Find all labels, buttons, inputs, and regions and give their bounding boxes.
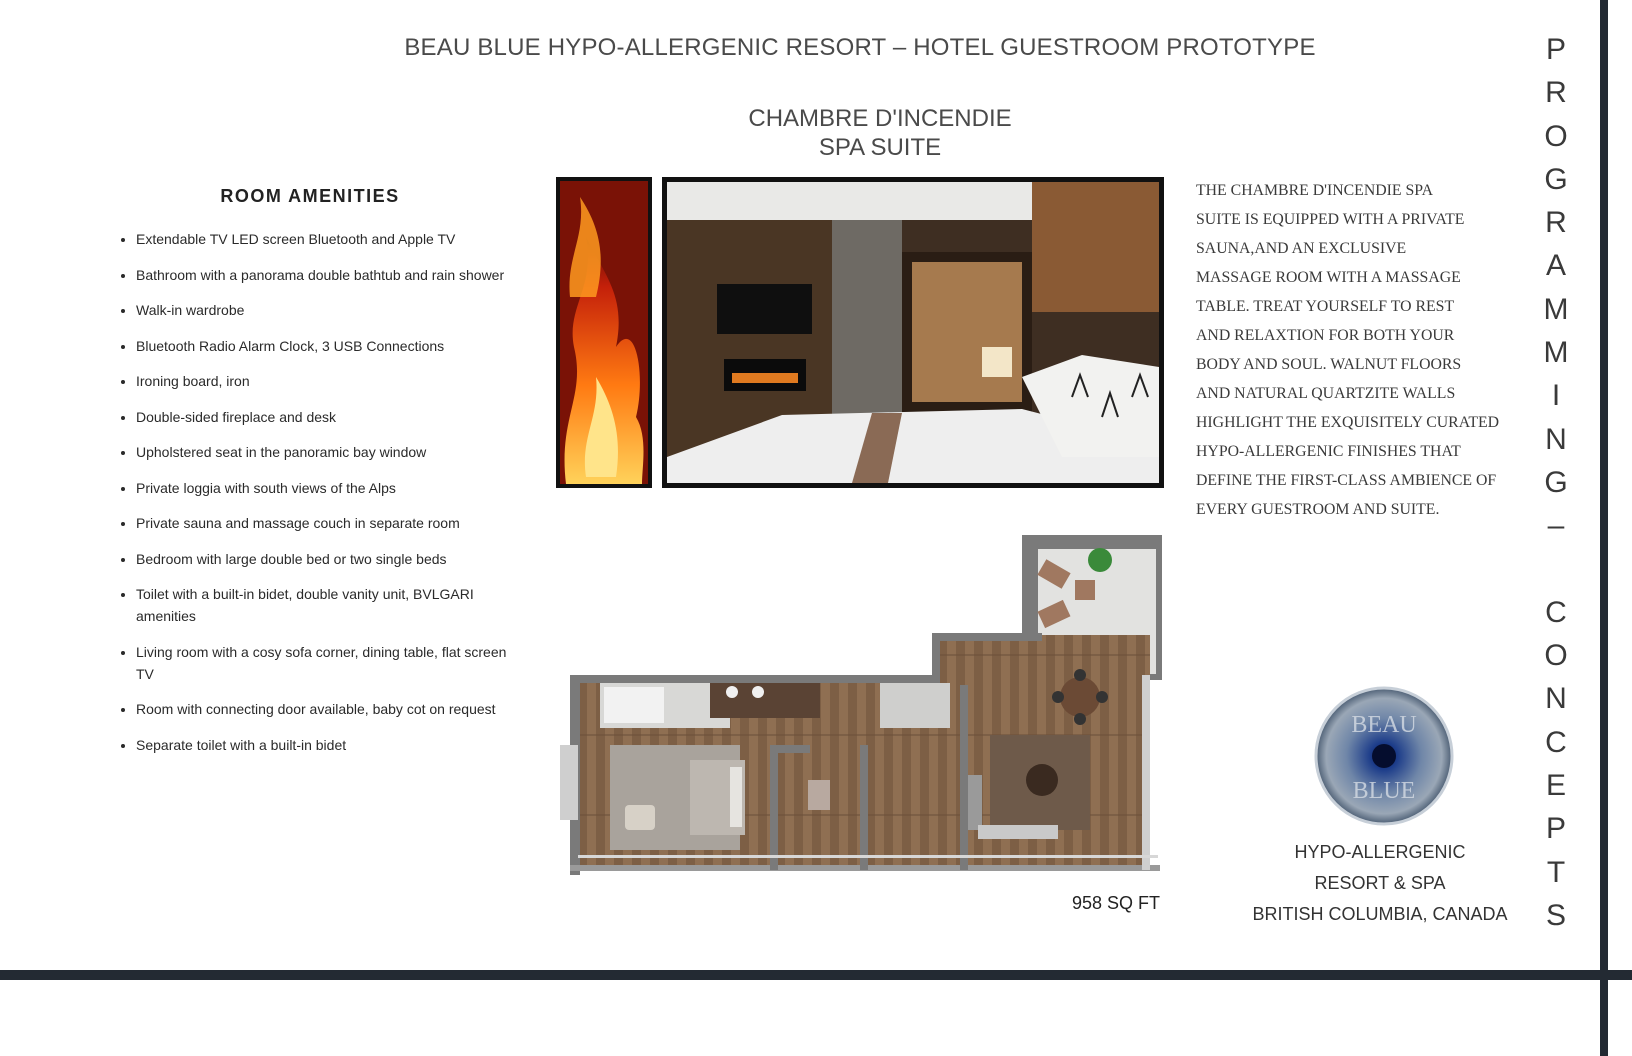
side-letter: C <box>1545 725 1567 759</box>
side-letter: R <box>1545 206 1567 240</box>
amenity-item: • Toilet with a built-in bidet, double vanity unit, BVLGARI amenities <box>136 583 516 627</box>
floor-plan <box>560 535 1170 890</box>
right-frame-bar <box>1600 0 1608 1056</box>
side-letter: T <box>1546 855 1566 889</box>
amenities-list <box>120 228 516 769</box>
fireplace-icon <box>732 373 798 383</box>
side-letter: O <box>1544 119 1568 153</box>
amenity-item: • Ironing board, iron <box>136 370 516 392</box>
logo-caption-line3: BRITISH COLUMBIA, CANADA <box>1252 904 1508 924</box>
side-letter: – <box>1547 509 1565 543</box>
amenity-item: • Bluetooth Radio Alarm Clock, 3 USB Connections <box>136 335 516 357</box>
suite-title-line1: CHAMBRE D'INCENDIE <box>748 105 1012 132</box>
amenities-heading: ROOM AMENITIES <box>220 186 400 206</box>
description-line: HYPO-ALLERGENIC FINISHES THAT <box>1196 443 1461 460</box>
logo-caption-line2: RESORT & SPA <box>1314 873 1446 893</box>
tv-icon <box>717 284 812 334</box>
page-title: BEAU BLUE HYPO-ALLERGENIC RESORT – HOTEL GUESTROOM PROTOTYPE <box>404 34 1316 61</box>
description-line: AND RELAXTION FOR BOTH YOUR <box>1196 327 1455 344</box>
side-label-programming-concepts <box>1536 28 1576 937</box>
plant-icon <box>1088 548 1112 572</box>
suite-title <box>680 104 1080 162</box>
amenity-item: • Private sauna and massage couch in separate room <box>136 512 516 534</box>
side-letter: I <box>1551 379 1561 413</box>
suite-photo <box>662 177 1164 488</box>
side-letter: A <box>1545 249 1566 283</box>
amenity-item: • Living room with a cosy sofa corner, dining table, flat screen TV <box>136 641 516 685</box>
logo-caption-line1: HYPO-ALLERGENIC <box>1294 842 1466 862</box>
description-line: MASSAGE ROOM WITH A MASSAGE <box>1196 269 1461 286</box>
suite-description <box>1196 176 1516 524</box>
bottom-frame-bar <box>0 970 1632 980</box>
side-letter: P <box>1545 812 1566 846</box>
amenity-item: • Extendable TV LED screen Bluetooth and Apple TV <box>136 228 516 250</box>
suite-title-line2: SPA SUITE <box>818 134 942 161</box>
side-letter: E <box>1545 769 1566 803</box>
beau-blue-logo <box>1314 686 1454 826</box>
description-line: SUITE IS EQUIPPED WITH A PRIVATE <box>1196 211 1465 228</box>
side-letter: N <box>1545 422 1567 456</box>
amenity-item: • Room with connecting door available, baby cot on request <box>136 698 516 720</box>
amenity-item: • Bedroom with large double bed or two single beds <box>136 548 516 570</box>
side-letter: C <box>1545 595 1567 629</box>
side-letter: P <box>1545 33 1566 66</box>
amenity-item: • Walk-in wardrobe <box>136 299 516 321</box>
description-line: TABLE. TREAT YOURSELF TO REST <box>1196 298 1455 315</box>
amenity-item: • Private loggia with south views of the Alps <box>136 477 516 499</box>
amenity-item: • Upholstered seat in the panoramic bay window <box>136 441 516 463</box>
side-letter: G <box>1544 162 1568 196</box>
suite-area: 958 SQ FT <box>1071 893 1160 913</box>
side-letter: M <box>1543 336 1569 370</box>
description-line: BODY AND SOUL. WALNUT FLOORS <box>1196 356 1462 373</box>
amenity-item: • Double-sided fireplace and desk <box>136 406 516 428</box>
amenity-item: • Bathroom with a panorama double bathtub and rain shower <box>136 264 516 286</box>
side-letter: M <box>1543 292 1569 326</box>
side-letter: O <box>1544 639 1568 673</box>
logo-text-top: BEAU <box>1351 712 1417 738</box>
logo-caption <box>1230 837 1530 930</box>
description-line: HIGHLIGHT THE EXQUISITELY CURATED <box>1196 414 1500 431</box>
description-line: THE CHAMBRE D'INCENDIE SPA <box>1196 182 1434 199</box>
side-letter: S <box>1545 898 1566 932</box>
side-letter: G <box>1544 465 1568 499</box>
logo-text-bottom: BLUE <box>1352 778 1416 804</box>
description-line: SAUNA,AND AN EXCLUSIVE <box>1196 240 1407 257</box>
description-line: EVERY GUESTROOM AND SUITE. <box>1196 501 1440 518</box>
side-letter: N <box>1545 682 1567 716</box>
description-line: DEFINE THE FIRST-CLASS AMBIENCE OF <box>1196 472 1497 489</box>
amenity-item: • Separate toilet with a built-in bidet <box>136 734 516 756</box>
description-line: AND NATURAL QUARTZITE WALLS <box>1196 385 1456 402</box>
fire-image <box>556 177 652 488</box>
side-letter: R <box>1545 76 1567 110</box>
side-letter <box>1536 548 1576 591</box>
